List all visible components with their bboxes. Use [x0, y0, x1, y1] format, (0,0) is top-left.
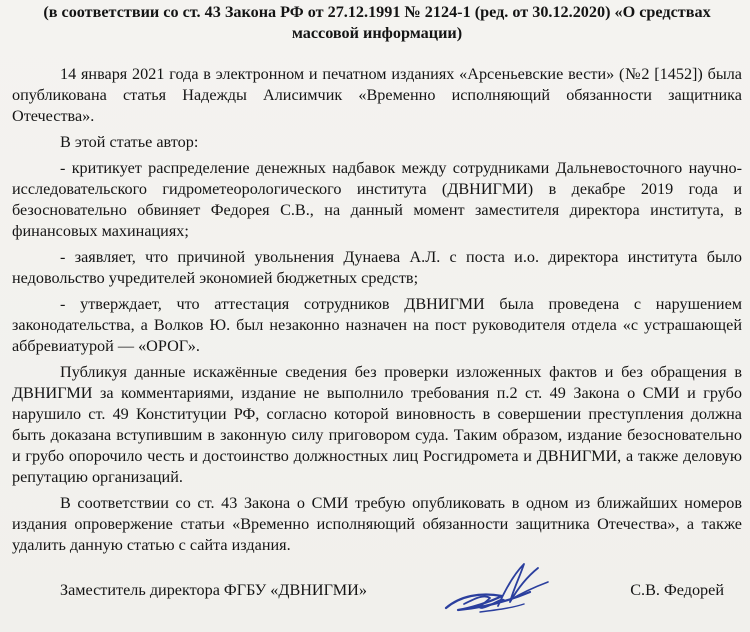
- document-heading: (в соответствии со ст. 43 Закона РФ от 27.12.1991 № 2124-1 (ред. от 30.12.2020) «О средствах массовой информации): [43, 3, 711, 42]
- signature-block: [0, 558, 750, 628]
- claim-item-2: - заявляет, что причиной увольнения Дунаева А.Л. с поста и.о. директора института было недовольство учредителей экономией бюджетных средств;: [12, 248, 742, 287]
- claim-item-3: - утверждает, что аттестация сотрудников ДВНИГМИ была проведена с нарушением законодательства, а Волков Ю. был незаконно назначен на пост руководителя отдела «с устрашающей аббревиатурой — «ОРОГ».: [12, 295, 742, 355]
- claim-item-1: - критикует распределение денежных надбавок между сотрудниками Дальневосточного научно-исследовательского гидрометеорологического института (ДВНИГМИ) в декабре 2019 года и безосновательно обвиняет Федорея С.В., на данный момент заместителя директора института, в финансовых махинациях;: [12, 159, 742, 240]
- intro-paragraph: 14 января 2021 года в электронном и печатном изданиях «Арсеньевские вести» (№2 [1452]) была опубликована статья Надежды Алисимчик «Временно исполняющий обязанности защитника Отечества».: [12, 65, 742, 125]
- signatory-position: Заместитель директора ФГБУ «ДВНИГМИ»: [60, 581, 367, 599]
- handwritten-signature: [440, 558, 560, 624]
- signatory-name: С.В. Федорей: [630, 581, 724, 599]
- lead-paragraph: В этой статье автор:: [60, 133, 199, 151]
- demand-paragraph: В соответствии со ст. 43 Закона о СМИ требую опубликовать в одном из ближайших номеров издания опровержение статьи «Временно исполняющий обязанности защитника Отечества», а также удалить данную статью с сайта издания.: [12, 494, 742, 554]
- body-paragraph: Публикуя данные искажённые сведения без проверки изложенных фактов и без обращения в ДВНИГМИ за комментариями, издание не выполнило требования п.2 ст. 49 Закона о СМИ и грубо нарушило ст. 49 Конституции РФ, согласно которой виновность в совершении преступления должна быть доказана вступившим в законную силу приговором суда. Таким образом, издание безосновательно и грубо опорочило честь и достоинство должностных лиц Росгидромета и ДВНИГМИ, а также деловую репутацию организаций.: [12, 363, 742, 486]
